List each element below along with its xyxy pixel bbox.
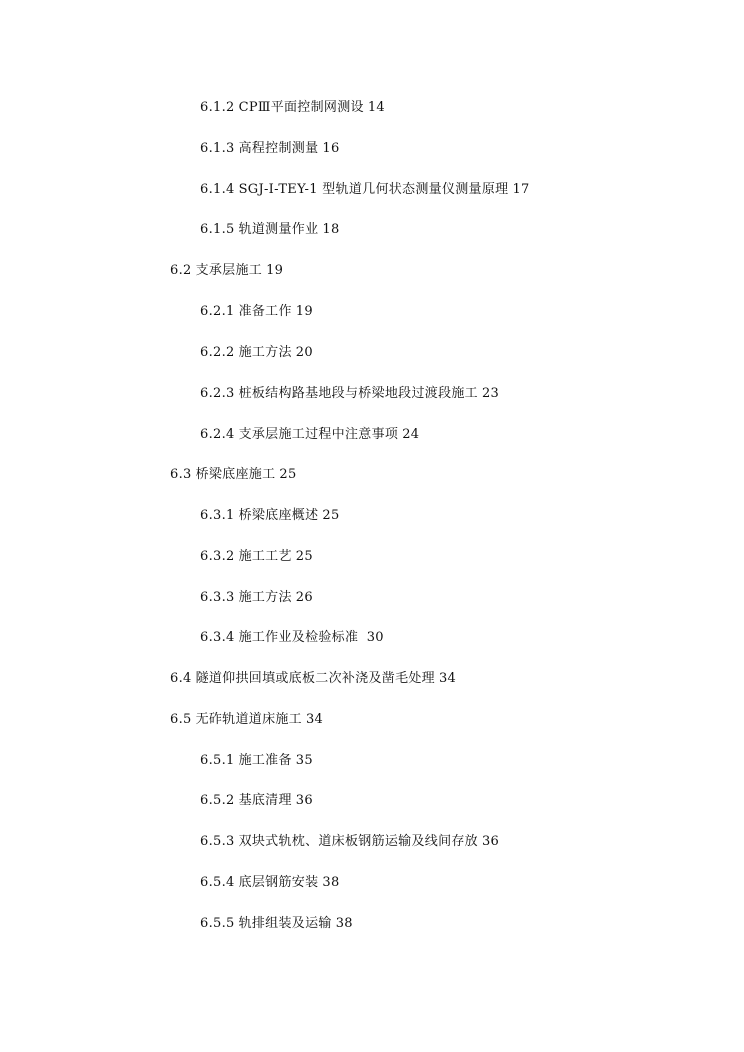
toc-entry-number: 6.2.3: [200, 386, 235, 401]
toc-entry-title: 桥梁底座概述: [238, 508, 319, 523]
toc-entry-6-1-2[interactable]: [200, 100, 385, 116]
toc-entry-number: 6.1.3: [200, 141, 235, 156]
toc-entry-number: 6.3: [170, 467, 192, 482]
toc-entry-title: 施工方法: [238, 345, 292, 360]
toc-entry-number: 6.2.1: [200, 304, 235, 319]
toc-entry-6-3[interactable]: [170, 467, 297, 483]
toc-entry-title: CPⅢ平面控制网测设: [238, 100, 364, 115]
toc-entry-number: 6.2.2: [200, 345, 235, 360]
toc-entry-number: 6.5.1: [200, 753, 235, 768]
toc-entry-page: 35: [295, 753, 313, 768]
toc-entry-title: 桥梁底座施工: [195, 467, 276, 482]
toc-entry-title: 支承层施工: [195, 263, 263, 278]
toc-entry-title: 支承层施工过程中注意事项: [238, 427, 399, 442]
toc-entry-page: 25: [295, 549, 313, 564]
toc-entry-6-1-3[interactable]: [200, 141, 340, 157]
toc-entry-title: 施工方法: [238, 590, 292, 605]
toc-entry-title: 底层钢筋安装: [238, 875, 319, 890]
toc-entry-page: 25: [322, 508, 340, 523]
toc-entry-6-4[interactable]: [170, 671, 456, 687]
toc-entry-number: 6.1.5: [200, 222, 235, 237]
toc-entry-number: 6.4: [170, 671, 192, 686]
toc-entry-page: 24: [402, 427, 420, 442]
toc-entry-page: 20: [295, 345, 313, 360]
toc-entry-number: 6.5: [170, 712, 192, 727]
toc-entry-title: 施工准备: [238, 753, 292, 768]
toc-entry-page: 30: [366, 630, 384, 645]
toc-entry-title: 桩板结构路基地段与桥梁地段过渡段施工: [238, 386, 478, 401]
toc-entry-6-3-1[interactable]: [200, 508, 340, 524]
toc-entry-number: 6.2.4: [200, 427, 235, 442]
toc-entry-6-5-4[interactable]: [200, 875, 340, 891]
toc-entry-page: 14: [367, 100, 385, 115]
toc-entry-title: 施工工艺: [238, 549, 292, 564]
toc-entry-page: 38: [322, 875, 340, 890]
toc-entry-title: 无砟轨道道床施工: [195, 712, 302, 727]
toc-entry-6-2-3[interactable]: [200, 386, 499, 402]
toc-entry-page: 17: [512, 182, 530, 197]
toc-entry-6-2-4[interactable]: [200, 427, 419, 443]
toc-entry-number: 6.1.2: [200, 100, 235, 115]
toc-entry-title: 高程控制测量: [238, 141, 319, 156]
toc-entry-number: 6.3.2: [200, 549, 235, 564]
toc-entry-6-2-2[interactable]: [200, 345, 313, 361]
toc-entry-6-1-4[interactable]: [200, 182, 530, 198]
toc-entry-6-5-3[interactable]: [200, 834, 499, 850]
toc-entry-number: 6.5.5: [200, 916, 235, 931]
toc-entry-6-2[interactable]: [170, 263, 283, 279]
toc-entry-title: 准备工作: [238, 304, 292, 319]
toc-entry-number: 6.3.4: [200, 630, 235, 645]
toc-entry-6-5-2[interactable]: [200, 793, 313, 809]
toc-entry-number: 6.3.1: [200, 508, 235, 523]
toc-entry-page: 19: [266, 263, 284, 278]
toc-entry-6-1-5[interactable]: [200, 222, 340, 238]
toc-entry-page: 34: [305, 712, 324, 727]
toc-entry-number: 6.3.3: [200, 590, 235, 605]
toc-entry-page: 19: [295, 304, 313, 319]
toc-entry-title: 轨排组装及运输: [238, 916, 332, 931]
toc-entry-number: 6.1.4: [200, 182, 235, 197]
toc-entry-page: 18: [322, 222, 340, 237]
toc-entry-page: 16: [322, 141, 340, 156]
toc-entry-number: 6.5.3: [200, 834, 235, 849]
toc-entry-6-3-4[interactable]: [200, 630, 384, 646]
toc-entry-title: 施工作业及检验标准: [238, 630, 363, 645]
toc-entry-6-5[interactable]: [170, 712, 323, 728]
toc-entry-title: 轨道测量作业: [238, 222, 319, 237]
toc-entry-page: 36: [295, 793, 313, 808]
toc-entry-number: 6.2: [170, 263, 192, 278]
toc-entry-6-2-1[interactable]: [200, 304, 313, 320]
toc-entry-6-3-3[interactable]: [200, 590, 313, 606]
toc-entry-6-5-5[interactable]: [200, 916, 353, 932]
toc-entry-title: 基底清理: [238, 793, 292, 808]
toc-entry-title: 双块式轨枕、道床板钢筋运输及线间存放: [238, 834, 478, 849]
toc-entry-page: 25: [279, 467, 297, 482]
toc-entry-page: 26: [295, 590, 313, 605]
toc-entry-title: 隧道仰拱回填或底板二次补浇及凿毛处理: [195, 671, 435, 686]
toc-entry-page: 23: [481, 386, 500, 401]
toc-entry-page: 34: [438, 671, 457, 686]
toc-entry-title: SGJ-I-TEY-1 型轨道几何状态测量仪测量原理: [238, 182, 509, 197]
toc-entry-page: 38: [335, 916, 353, 931]
toc-entry-6-3-2[interactable]: [200, 549, 313, 565]
toc-entry-number: 6.5.4: [200, 875, 235, 890]
toc-entry-page: 36: [481, 834, 500, 849]
toc-entry-6-5-1[interactable]: [200, 753, 313, 769]
toc-entry-number: 6.5.2: [200, 793, 235, 808]
